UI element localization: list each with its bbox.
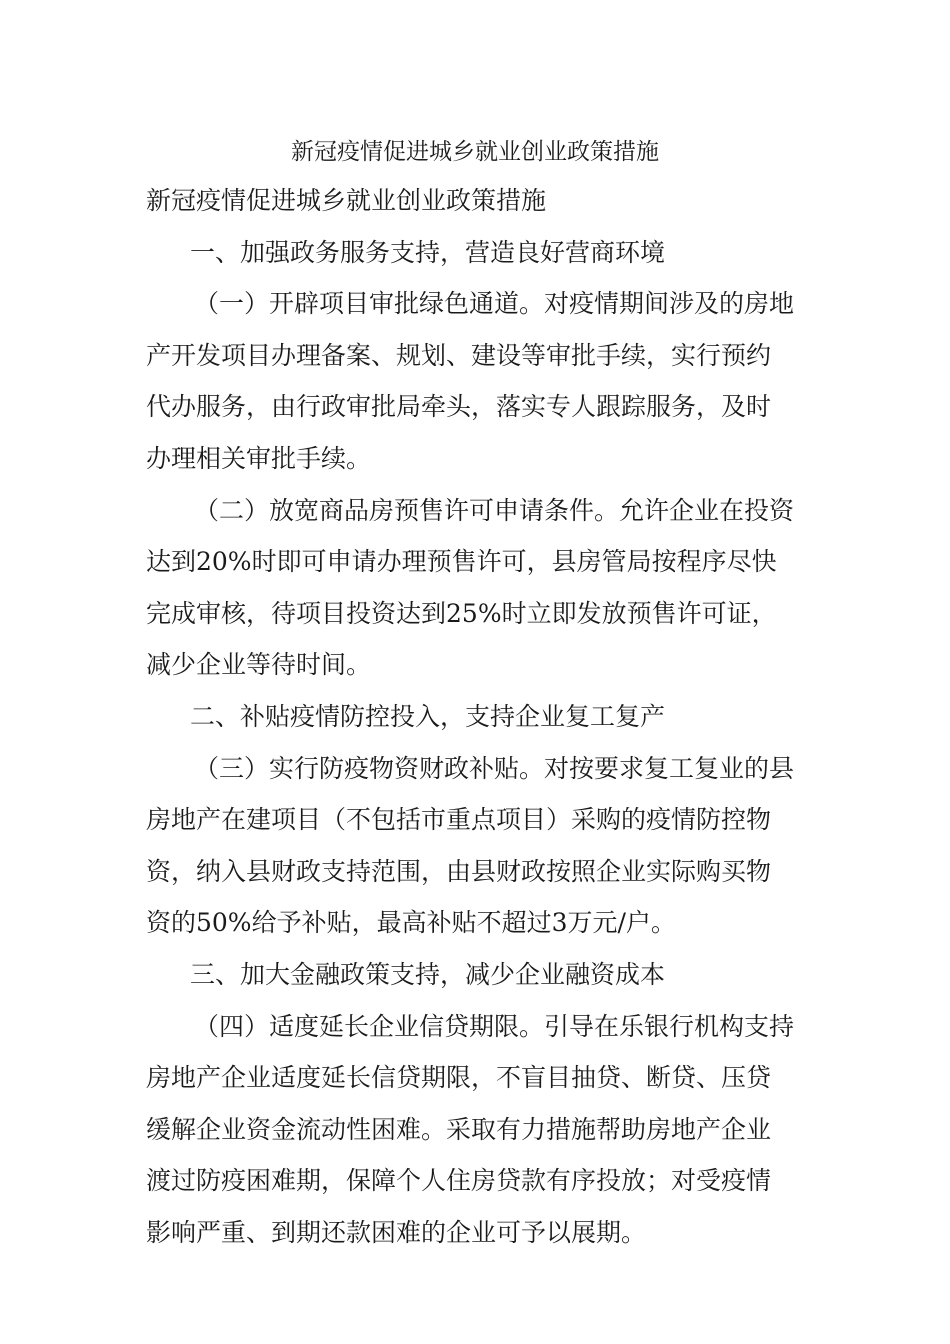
paragraph-1-line-4: 办理相关审批手续。	[146, 443, 372, 473]
paragraph-1-line-1: （一）开辟项目审批绿色通道。对疫情期间涉及的房地	[194, 289, 795, 319]
paragraph-4-line-3: 缓解企业资金流动性困难。采取有力措施帮助房地产企业	[146, 1114, 772, 1144]
paragraph-3-line-1: （三）实行防疫物资财政补贴。对按要求复工复业的县	[194, 753, 795, 783]
paragraph-2-line-1: （二）放宽商品房预售许可申请条件。允许企业在投资	[194, 495, 795, 525]
paragraph-4-line-5: 影响严重、到期还款困难的企业可予以展期。	[146, 1217, 647, 1247]
paragraph-4-line-1: （四）适度延长企业信贷期限。引导在乐银行机构支持	[194, 1011, 795, 1041]
paragraph-3-line-3: 资，纳入县财政支持范围，由县财政按照企业实际购买物	[146, 856, 772, 886]
section-heading-3: 三、加大金融政策支持，减少企业融资成本	[190, 959, 666, 989]
paragraph-1-line-3: 代办服务，由行政审批局牵头，落实专人跟踪服务，及时	[146, 392, 772, 422]
document-body	[146, 181, 816, 1264]
page-title: 新冠疫情促进城乡就业创业政策措施	[291, 139, 659, 165]
paragraph-4-line-2: 房地产企业适度延长信贷期限，不盲目抽贷、断贷、压贷	[146, 1063, 772, 1093]
paragraph-3-line-2: 房地产在建项目（不包括市重点项目）采购的疫情防控物	[146, 805, 772, 835]
paragraph-2-line-3: 完成审核，待项目投资达到25%时立即发放预售许可证，	[146, 598, 777, 628]
section-heading-1: 一、加强政务服务支持，营造良好营商环境	[190, 237, 666, 267]
paragraph-3-line-4: 资的50%给予补贴，最高补贴不超过3万元/户。	[146, 908, 676, 938]
section-heading-2: 二、补贴疫情防控投入，支持企业复工复产	[190, 701, 666, 731]
paragraph-2-line-2: 达到20%时即可申请办理预售许可，县房管局按程序尽快	[146, 547, 777, 577]
paragraph-1-line-2: 产开发项目办理备案、规划、建设等审批手续，实行预约	[146, 340, 772, 370]
paragraph-2-line-4: 减少企业等待时间。	[146, 650, 372, 680]
paragraph-4-line-4: 渡过防疫困难期，保障个人住房贷款有序投放；对受疫情	[146, 1166, 772, 1196]
subtitle-line: 新冠疫情促进城乡就业创业政策措施	[146, 186, 547, 215]
